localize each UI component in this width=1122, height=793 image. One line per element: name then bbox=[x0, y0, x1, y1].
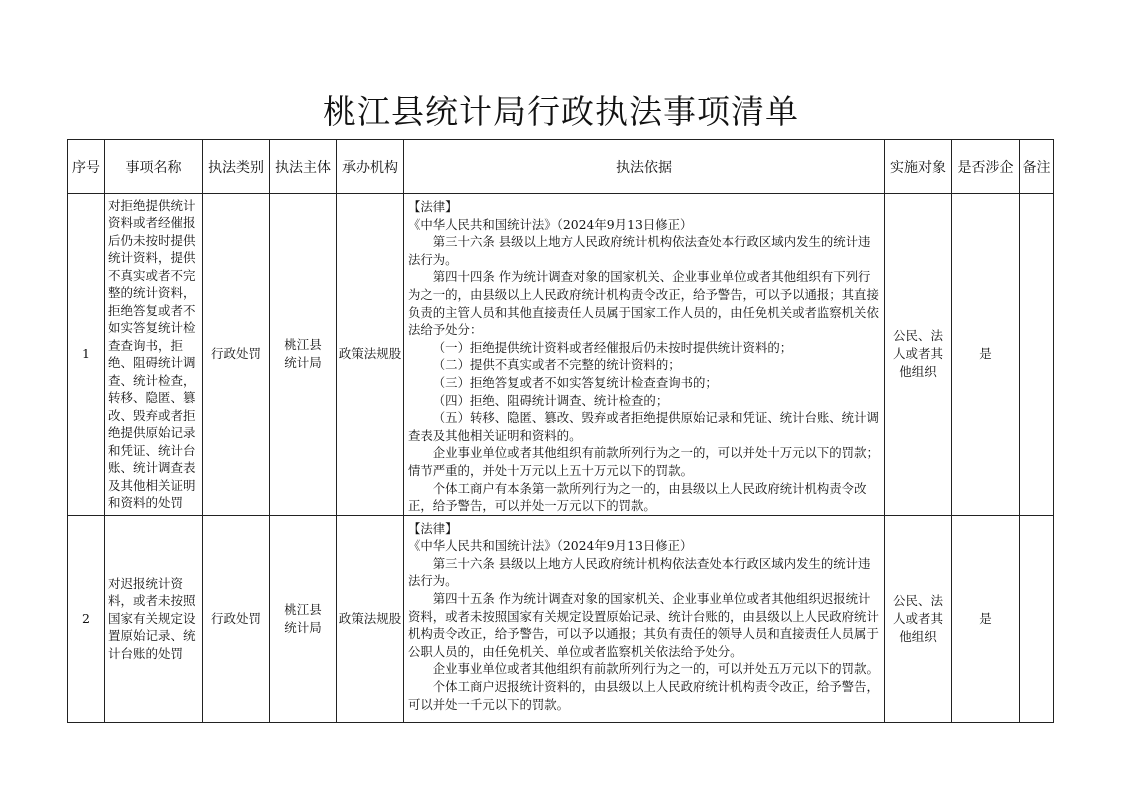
basis-paragraph: （五）转移、隐匿、篡改、毁弃或者拒绝提供原始记录和凭证、统计台账、统计调查表及其他相关证明和资料的。 bbox=[408, 410, 879, 443]
header-enterprise: 是否涉企 bbox=[952, 140, 1020, 194]
header-target: 实施对象 bbox=[885, 140, 952, 194]
header-item-name: 事项名称 bbox=[105, 140, 203, 194]
basis-paragraph: 个体工商户迟报统计资料的，由县级以上人民政府统计机构责令改正，给予警告，可以并处一千元以下的罚款。 bbox=[408, 679, 879, 712]
basis-paragraph: （四）拒绝、阻碍统计调查、统计检查的； bbox=[432, 392, 669, 408]
basis-paragraph: 企业事业单位或者其他组织有前款所列行为之一的，可以并处五万元以下的罚款。 bbox=[432, 661, 879, 677]
row-office: 政策法规股 bbox=[337, 194, 404, 516]
basis-paragraph: （一）拒绝提供统计资料或者经催报后仍未按时提供统计资料的； bbox=[432, 339, 793, 355]
row-category: 行政处罚 bbox=[203, 194, 270, 516]
basis-paragraph: （二）提供不真实或者不完整的统计资料的； bbox=[432, 357, 681, 373]
basis-paragraph: 第三十六条 县级以上地方人民政府统计机构依法查处本行政区域内发生的统计违法行为。 bbox=[408, 234, 871, 267]
basis-paragraph: 个体工商户有本条第一款所列行为之一的，由县级以上人民政府统计机构责令改正，给予警告，可以并处一万元以下的罚款。 bbox=[408, 480, 867, 514]
header-office: 承办机构 bbox=[337, 140, 404, 194]
page-title: 桃江县统计局行政执法事项清单 bbox=[323, 92, 799, 131]
row-subject: 桃江县统计局 bbox=[270, 515, 337, 722]
basis-paragraph: 企业事业单位或者其他组织有前款所列行为之一的，可以并处十万元以下的罚款；情节严重的，并处十万元以上五十万元以下的罚款。 bbox=[408, 445, 879, 478]
basis-law: 《中华人民共和国统计法》（2024年9月13日修正） bbox=[408, 538, 693, 554]
row-basis bbox=[404, 515, 885, 722]
row-remark bbox=[1020, 194, 1054, 516]
enforcement-table bbox=[67, 139, 1054, 723]
header-row bbox=[68, 140, 1054, 194]
header-subject: 执法主体 bbox=[270, 140, 337, 194]
header-remark: 备注 bbox=[1020, 140, 1054, 194]
row-item-name: 对迟报统计资料，或者未按照国家有关规定设置原始记录、统计台账的处罚 bbox=[105, 515, 203, 722]
basis-heading: 【法律】 bbox=[408, 520, 458, 536]
basis-heading: 【法律】 bbox=[408, 199, 458, 214]
row-remark bbox=[1020, 515, 1054, 722]
row-target: 公民、法人或者其他组织 bbox=[885, 194, 952, 516]
row-enterprise: 是 bbox=[952, 194, 1020, 516]
row-index: 1 bbox=[68, 194, 105, 516]
basis-law: 《中华人民共和国统计法》（2024年9月13日修正） bbox=[408, 216, 693, 232]
row-subject: 桃江县统计局 bbox=[270, 194, 337, 516]
table-row bbox=[68, 515, 1054, 722]
table-row bbox=[68, 194, 1054, 516]
header-index: 序号 bbox=[68, 140, 105, 194]
header-basis: 执法依据 bbox=[404, 140, 885, 194]
header-category: 执法类别 bbox=[203, 140, 270, 194]
basis-paragraph: 第三十六条 县级以上地方人民政府统计机构依法查处本行政区域内发生的统计违法行为。 bbox=[408, 555, 871, 589]
row-index: 2 bbox=[68, 515, 105, 722]
row-basis bbox=[404, 194, 885, 516]
row-category: 行政处罚 bbox=[203, 515, 270, 722]
row-item-name: 对拒绝提供统计资料或者经催报后仍未按时提供统计资料，提供不真实或者不完整的统计资料，拒绝答复或者不如实答复统计检查查询书，拒绝、阻碍统计调查、统计检查，转移、隐匿、篡改、毁弃或者拒绝提供原始记录和凭证、统计台账、统计调查表及其他相关证明和资料的处罚 bbox=[105, 194, 203, 516]
basis-paragraph: 第四十五条 作为统计调查对象的国家机关、企业事业单位或者其他组织迟报统计资料，或者未按照国家有关规定设置原始记录、统计台账的，由县级以上人民政府统计机构责令改正，给予警告，可以予以通报；其负有责任的领导人员和直接责任人员属于公职人员的，由任免机关、单位或者监察机关依法给予处分。 bbox=[408, 591, 879, 659]
row-office: 政策法规股 bbox=[337, 515, 404, 722]
basis-paragraph: 第四十四条 作为统计调查对象的国家机关、企业事业单位或者其他组织有下列行为之一的，由县级以上人民政府统计机构责令改正，给予警告，可以予以通报；其直接负责的主管人员和其他直接责任人员属于国家工作人员的，由任免机关或者监察机关依法给予处分： bbox=[408, 269, 879, 338]
basis-paragraph: （三）拒绝答复或者不如实答复统计检查查询书的； bbox=[432, 374, 718, 390]
row-enterprise: 是 bbox=[952, 515, 1020, 722]
row-target: 公民、法人或者其他组织 bbox=[885, 515, 952, 722]
